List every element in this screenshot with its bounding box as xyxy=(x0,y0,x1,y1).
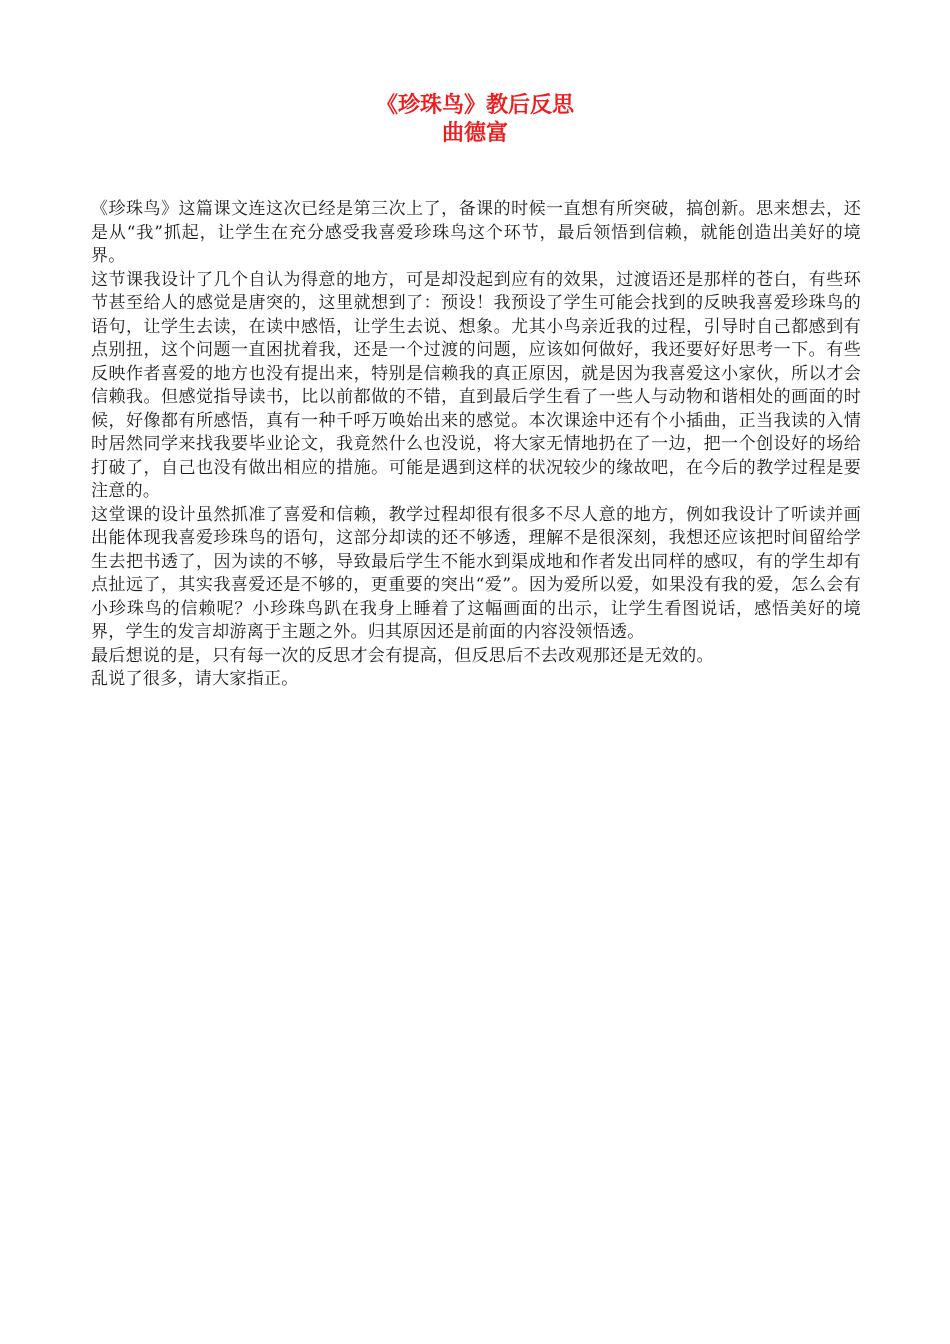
paragraph-3: 这堂课的设计虽然抓准了喜爱和信赖，教学过程却很有很多不尽人意的地方，例如我设计了听读并画出能体现我喜爱珍珠鸟的语句，这部分却读的还不够透，理解不是很深刻，我想还应该把时间留给学生去把书透了，因为读的不够，导致最后学生不能水到渠成地和作者发出同样的感叹，有的学生却有点扯远了，其实我喜爱还是不够的，更重要的突出“爱”。因为爱所以爱，如果没有我的爱，怎么会有小珍珠鸟的信赖呢？小珍珠鸟趴在我身上睡着了这幅画面的出示，让学生看图说话，感悟美好的境界，学生的发言却游离于主题之外。归其原因还是前面的内容没领悟透。 xyxy=(91,504,861,642)
document-body xyxy=(91,198,861,692)
title-block xyxy=(0,92,950,148)
document-author: 曲德富 xyxy=(441,121,508,146)
paragraph-5: 乱说了很多，请大家指正。 xyxy=(91,669,299,689)
paragraph-1: 《珍珠鸟》这篇课文连这次已经是第三次上了，备课的时候一直想有所突破，搞创新。思来想去，还是从“我”抓起，让学生在充分感受我喜爱珍珠鸟这个环节，最后领悟到信赖，就能创造出美好的境界。 xyxy=(91,199,861,266)
paragraph-2: 这节课我设计了几个自认为得意的地方，可是却没起到应有的效果，过渡语还是那样的苍白，有些环节甚至给人的感觉是唐突的，这里就想到了：预设！我预设了学生可能会找到的反映我喜爱珍珠鸟的语句，让学生去读，在读中感悟，让学生去说、想象。尤其小鸟亲近我的过程，引导时自己都感到有点别扭，这个问题一直困扰着我，还是一个过渡的问题，应该如何做好，我还要好好思考一下。有些反映作者喜爱的地方也没有提出来，特别是信赖我的真正原因，就是因为我喜爱这小家伙，所以才会信赖我。但感觉指导读书，比以前都做的不错，直到最后学生看了一些人与动物和谐相处的画面的时候，好像都有所感悟，真有一种千呼万唤始出来的感觉。本次课途中还有个小插曲，正当我读的入情时居然同学来找我要毕业论文，我竟然什么也没说，将大家无情地扔在了一边，把一个创设好的场给打破了，自己也没有做出相应的措施。可能是遇到这样的状况较少的缘故吧，在今后的教学过程是要注意的。 xyxy=(91,269,861,501)
paragraph-4: 最后想说的是，只有每一次的反思才会有提高，但反思后不去改观那还是无效的。 xyxy=(91,645,714,666)
document-title: 《珍珠鸟》教后反思 xyxy=(375,93,574,118)
